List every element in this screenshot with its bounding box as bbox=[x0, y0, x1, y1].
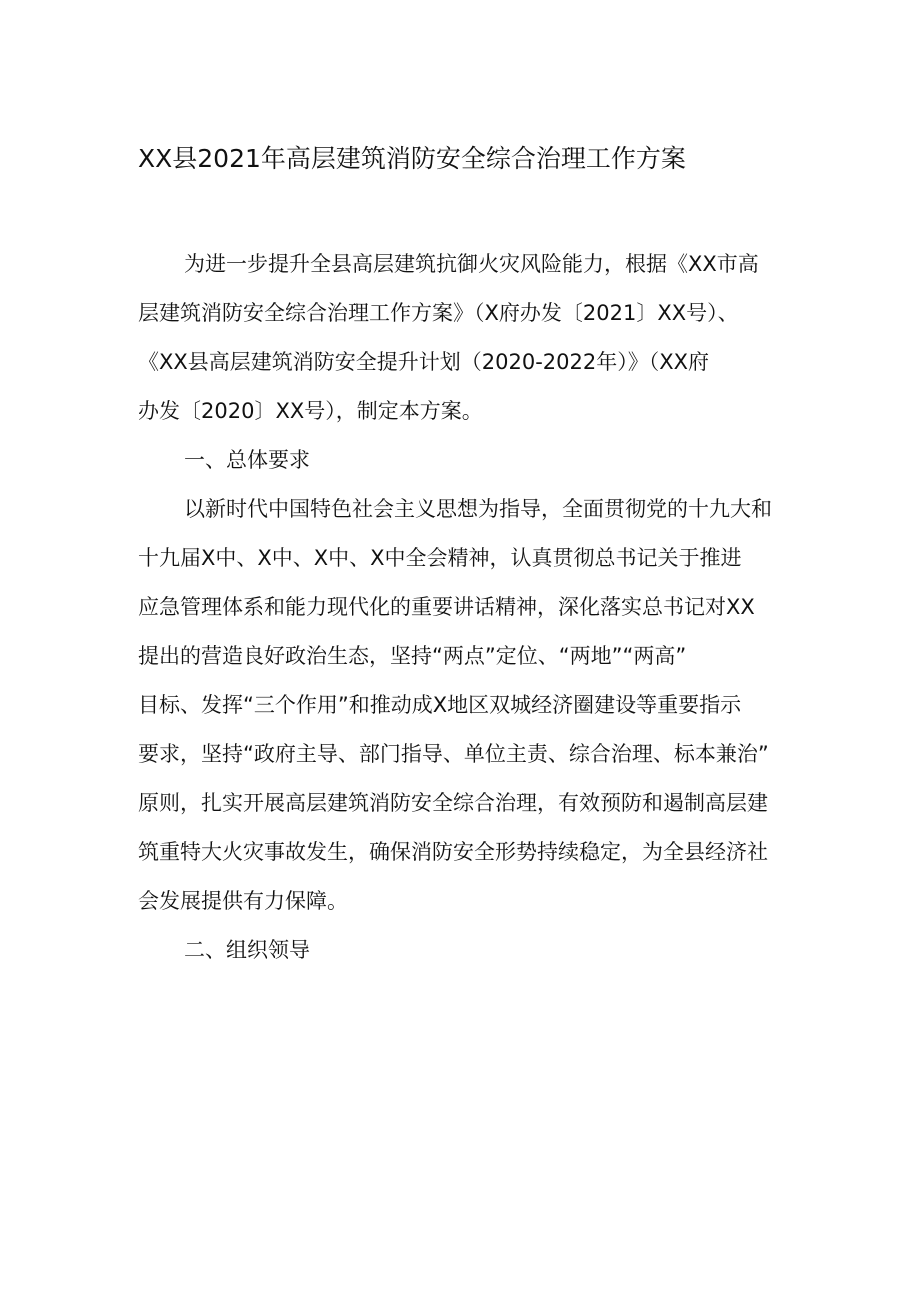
intro-line-3: 《XX县高层建筑消防安全提升计划（2020-2022年）》（XX府 bbox=[138, 350, 710, 374]
section1-line-1: 以新时代中国特色社会主义思想为指导，全面贯彻党的十九大和 bbox=[184, 497, 772, 521]
document-title: XX县2021年高层建筑消防安全综合治理工作方案 bbox=[138, 144, 686, 173]
section-heading-organization-leadership: 二、组织领导 bbox=[184, 938, 310, 962]
section-heading-general-requirements: 一、总体要求 bbox=[184, 448, 310, 472]
section1-line-5: 目标、发挥“三个作用”和推动成X地区双城经济圈建设等重要指示 bbox=[138, 693, 742, 717]
section1-line-3: 应急管理体系和能力现代化的重要讲话精神，深化落实总书记对XX bbox=[138, 595, 755, 619]
section1-line-9: 会发展提供有力保障。 bbox=[138, 889, 348, 913]
section1-line-2: 十九届X中、X中、X中、X中全会精神，认真贯彻总书记关于推进 bbox=[138, 546, 742, 570]
section1-line-7: 原则，扎实开展高层建筑消防安全综合治理，有效预防和遏制高层建 bbox=[138, 791, 768, 815]
section1-line-4: 提出的营造良好政治生态，坚持“两点”定位、“两地”“两高” bbox=[138, 644, 687, 668]
intro-line-1: 为进一步提升全县高层建筑抗御火灾风险能力，根据《XX市高 bbox=[184, 252, 759, 276]
intro-line-2: 层建筑消防安全综合治理工作方案》（X府办发〔2021〕XX号）、 bbox=[138, 301, 739, 325]
section1-line-6: 要求，坚持“政府主导、部门指导、单位主责、综合治理、标本兼治” bbox=[138, 742, 769, 766]
section1-line-8: 筑重特大火灾事故发生，确保消防安全形势持续稳定，为全县经济社 bbox=[138, 840, 768, 864]
intro-line-4: 办发〔2020〕XX号），制定本方案。 bbox=[138, 399, 483, 423]
